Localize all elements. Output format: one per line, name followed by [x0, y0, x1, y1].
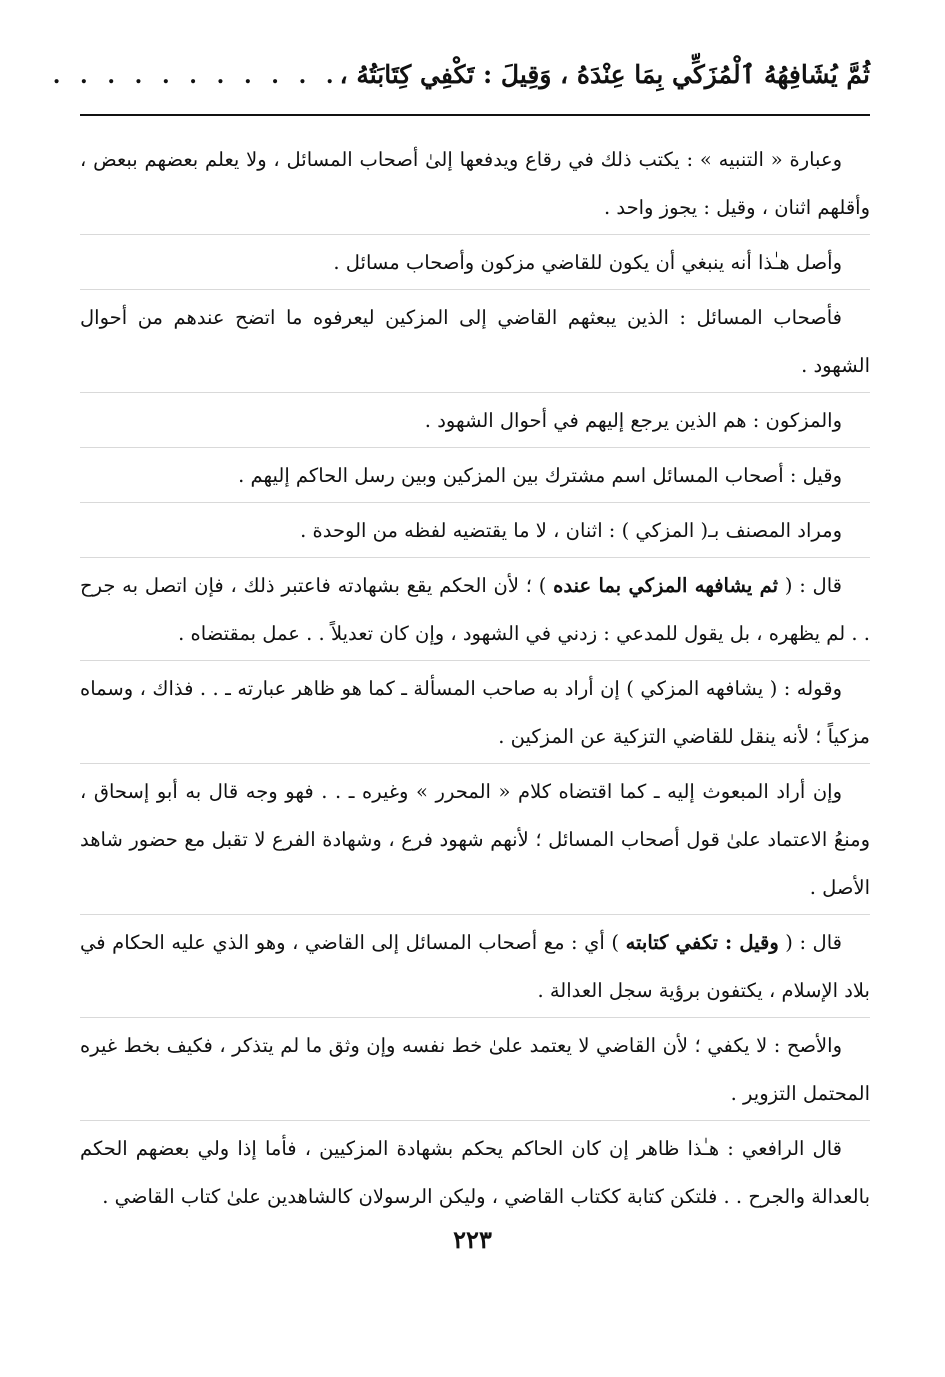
paragraph-3: فأصحاب المسائل : الذين يبعثهم القاضي إلى المزكين ليعرفوه ما اتضح عندهم من أحوال الشهود .	[80, 294, 870, 393]
paragraph-7: قال : ( ثم يشافهه المزكي بما عنده ) ؛ لأن الحكم يقع بشهادته فاعتبر ذلك ، فإن اتصل به جرح . . لم يظهره ، بل يقول للمدعي : زدني في الشهود ، وإن كان تعديلاً . . عمل بمقتضاه .	[80, 562, 870, 661]
header-continuation-dots: . . . . . . . . . . .	[52, 63, 340, 89]
running-header	[52, 40, 870, 116]
paragraph-2: وأصل هـٰذا أنه ينبغي أن يكون للقاضي مزكون وأصحاب مسائل .	[80, 239, 870, 290]
document-page	[52, 40, 870, 1317]
paragraph-12: قال الرافعي : هـٰذا ظاهر إن كان الحاكم يحكم بشهادة المزكيين ، فأما إذا ولي بعضهم الحكم بالعدالة والجرح . . فلتكن كتابة ككتاب القاضي ، وليكن الرسولان كالشاهدين علىٰ كتاب القاضي .	[80, 1137, 870, 1208]
matn-quote: وقيل : تكفي كتابته	[625, 931, 779, 954]
paragraph-4: والمزكون : هم الذين يرجع إليهم في أحوال الشهود .	[80, 397, 870, 448]
matn-quote: ثم يشافهه المزكي بما عنده	[553, 574, 779, 597]
paragraph-1: وعبارة « التنبيه » : يكتب ذلك في رقاع ويدفعها إلىٰ أصحاب المسائل ، ولا يعلم بعضهم ببعض ، وأقلهم اثنان ، وقيل : يجوز واحد .	[80, 136, 870, 235]
paragraph-6: ومراد المصنف بـ( المزكي ) : اثنان ، لا ما يقتضيه لفظه من الوحدة .	[80, 507, 870, 558]
header-matn-text: ثُمَّ يُشَافِهُهُ ٱلْمُزَكِّي بِمَا عِنْدَهُ ، وَقِيلَ : تَكْفِي كِتَابَتُهُ ،	[339, 60, 870, 89]
commentary-body	[80, 136, 870, 1223]
paragraph-10: قال : ( وقيل : تكفي كتابته ) أي : مع أصحاب المسائل إلى القاضي ، وهو الذي عليه الحكام في بلاد الإسلام ، يكتفون برؤية سجل العدالة .	[80, 919, 870, 1018]
paragraph-8: وقوله : ( يشافهه المزكي ) إن أراد به صاحب المسألة ـ كما هو ظاهر عبارته ـ . . فذاك ، وسماه مزكياً ؛ لأنه ينقل للقاضي التزكية عن المزكين .	[80, 665, 870, 764]
paragraph-11: والأصح : لا يكفي ؛ لأن القاضي لا يعتمد علىٰ خط نفسه وإن وثق ما لم يتذكر ، فكيف بخط غيره المحتمل التزوير .	[80, 1022, 870, 1121]
paragraph-5: وقيل : أصحاب المسائل اسم مشترك بين المزكين وبين رسل الحاكم إليهم .	[80, 452, 870, 503]
paragraph-9: وإن أراد المبعوث إليه ـ كما اقتضاه كلام « المحرر » وغيره ـ . . فهو وجه قال به أبو إسحاق ، ومنعُ الاعتماد علىٰ قول أصحاب المسائل ؛ لأنهم شهود فرع ، وشهادة الفرع لا تقبل مع حضور شاهد الأصل .	[80, 768, 870, 915]
page-number: ٢٢٣	[453, 1225, 492, 1254]
